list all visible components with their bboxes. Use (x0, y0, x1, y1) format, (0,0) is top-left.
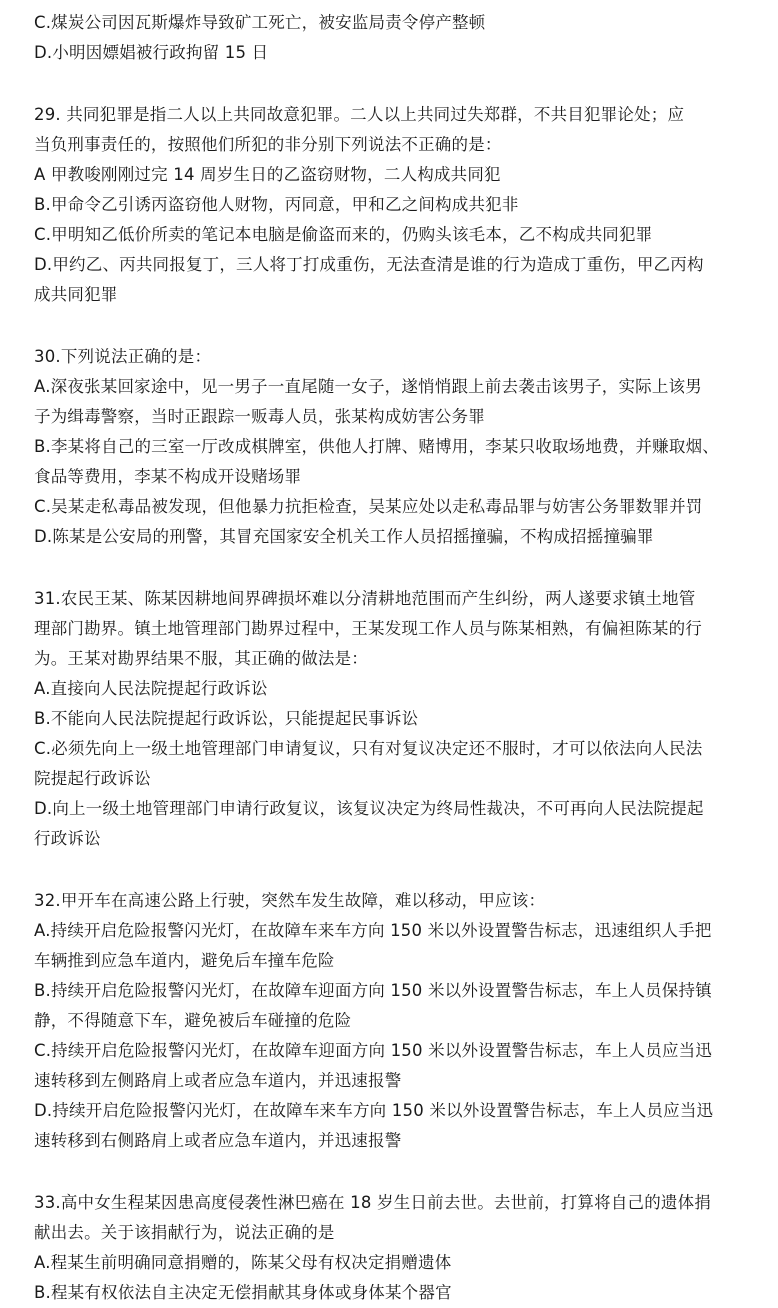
option-d: 速转移到右侧路肩上或者应急车道内，并迅速报警 (34, 1131, 402, 1150)
question-28-tail (34, 8, 754, 68)
option-c: C.必须先向上一级土地管理部门申请复议，只有对复议决定还不服时，才可以依法向人民法 (34, 739, 703, 758)
question-stem: 32.甲开车在高速公路上行驶，突然车发生故障，难以移动，甲应该： (34, 891, 546, 910)
option-d: D.甲约乙、丙共同报复丁，三人将丁打成重伤，无法查清是谁的行为造成丁重伤，甲乙丙构 (34, 255, 704, 274)
option-d: D.小明因嫖娼被行政拘留 15 日 (34, 43, 269, 62)
option-a: A.深夜张某回家途中，见一男子一直尾随一女子，遂悄悄跟上前去袭击该男子，实际上该男 (34, 377, 702, 396)
question-33 (34, 1188, 754, 1308)
question-stem: 当负刑事责任的，按照他们所犯的非分别下列说法不正确的是： (34, 135, 502, 154)
option-c: C.甲明知乙低价所卖的笔记本电脑是偷盗而来的，仍购头该毛本，乙不构成共同犯罪 (34, 225, 653, 244)
option-c: C.持续开启危险报警闪光灯，在故障车迎面方向 150 米以外设置警告标志，车上人员应当迅 (34, 1041, 713, 1060)
question-29 (34, 100, 754, 310)
question-stem: 献出去。关于该捐献行为，说法正确的是 (34, 1223, 335, 1242)
option-a: 车辆推到应急车道内，避免后车撞车危险 (34, 951, 335, 970)
option-c: C.煤炭公司因瓦斯爆炸导致矿工死亡，被安监局责令停产整顿 (34, 13, 486, 32)
option-b: 静，不得随意下车，避免被后车碰撞的危险 (34, 1011, 352, 1030)
option-b: B.不能向人民法院提起行政诉讼，只能提起民事诉讼 (34, 709, 419, 728)
option-b: B.程某有权依法自主决定无偿捐献其身体或身体某个器官 (34, 1283, 452, 1302)
option-d: D.陈某是公安局的刑警，其冒充国家安全机关工作人员招摇撞骗，不构成招摇撞骗罪 (34, 527, 654, 546)
question-stem: 33.高中女生程某因患高度侵袭性淋巴癌在 18 岁生日前去世。去世前，打算将自己的遗体捐 (34, 1193, 712, 1212)
option-d: D.向上一级土地管理部门申请行政复议，该复议决定为终局性裁决，不可再向人民法院提起 (34, 799, 704, 818)
option-b: B.持续开启危险报警闪光灯，在故障车迎面方向 150 米以外设置警告标志，车上人员保持镇 (34, 981, 712, 1000)
option-a: A 甲教唆刚刚过完 14 周岁生日的乙盗窃财物，二人构成共同犯 (34, 165, 501, 184)
option-a: A.持续开启危险报警闪光灯，在故障车来车方向 150 米以外设置警告标志，迅速组织人手把 (34, 921, 712, 940)
option-d: 行政诉讼 (34, 829, 101, 848)
option-c: C.吴某走私毒品被发现，但他暴力抗拒检查，吴某应处以走私毒品罪与妨害公务罪数罪并罚 (34, 497, 703, 516)
option-a: 子为缉毒警察，当时正跟踪一贩毒人员，张某构成妨害公务罪 (34, 407, 485, 426)
option-d: D.持续开启危险报警闪光灯，在故障车来车方向 150 米以外设置警告标志，车上人员应当迅 (34, 1101, 714, 1120)
option-b: B.李某将自己的三室一厅改成棋牌室，供他人打牌、赌博用，李某只收取场地费，并赚取烟、 (34, 437, 719, 456)
option-c: 速转移到左侧路肩上或者应急车道内，并迅速报警 (34, 1071, 402, 1090)
option-b: 食品等费用，李某不构成开设赌场罪 (34, 467, 302, 486)
option-b: B.甲命令乙引诱丙盗窃他人财物，丙同意，甲和乙之间构成共犯非 (34, 195, 519, 214)
option-d: 成共同犯罪 (34, 285, 118, 304)
question-31 (34, 584, 754, 854)
question-30 (34, 342, 754, 552)
option-a: A.程某生前明确同意捐赠的，陈某父母有权决定捐赠遗体 (34, 1253, 452, 1272)
question-32 (34, 886, 754, 1156)
option-a: A.直接向人民法院提起行政诉讼 (34, 679, 268, 698)
question-stem: 31.农民王某、陈某因耕地间界碑损坏难以分清耕地范围而产生纠纷，两人遂要求镇土地管 (34, 589, 696, 608)
question-stem: 29. 共同犯罪是指二人以上共同故意犯罪。二人以上共同过失郑群，不共目犯罪论处；应 (34, 105, 685, 124)
question-stem: 为。王某对勘界结果不服，其正确的做法是： (34, 649, 368, 668)
option-c: 院提起行政诉讼 (34, 769, 151, 788)
question-stem: 30.下列说法正确的是： (34, 347, 212, 366)
question-stem: 理部门勘界。镇土地管理部门勘界过程中，王某发现工作人员与陈某相熟，有偏袒陈某的行 (34, 619, 702, 638)
